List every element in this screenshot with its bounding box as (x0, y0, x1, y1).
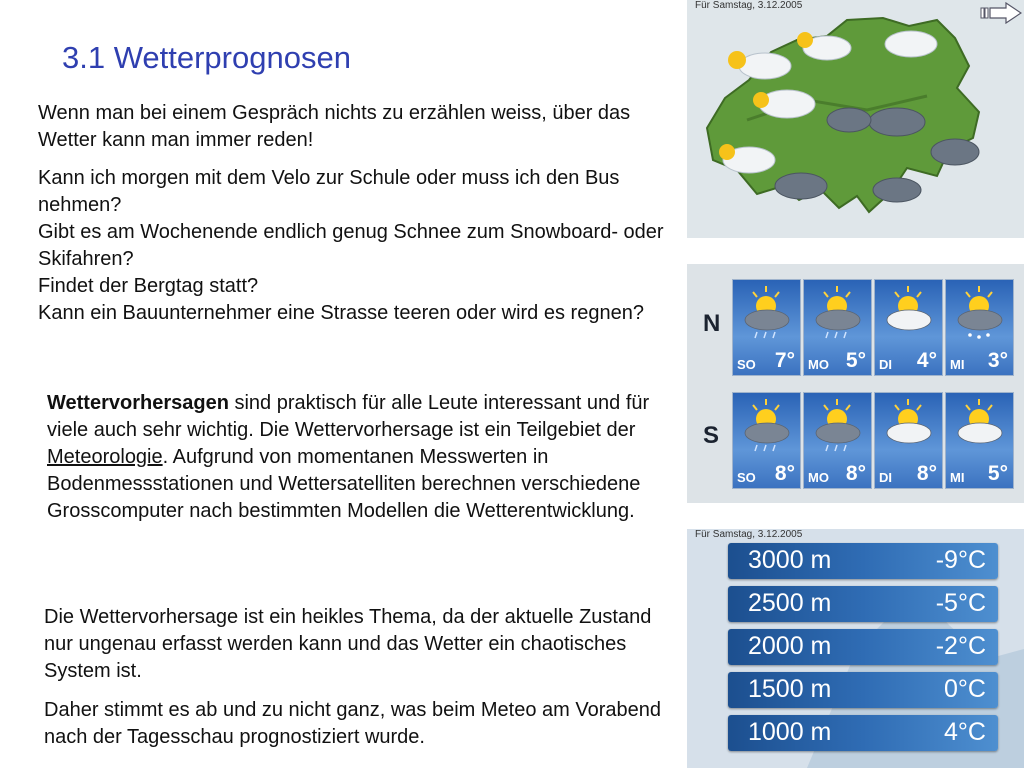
forecast-tile (803, 279, 872, 376)
forecast-temp: 3° (987, 349, 1008, 372)
altitude-temp: -2°C (935, 632, 986, 660)
forecast-day: MO (808, 357, 829, 372)
forecast-temp: 7° (774, 349, 795, 372)
forecast-tile (874, 392, 943, 489)
altitude-row (728, 715, 998, 751)
forecast-day: MI (950, 470, 965, 485)
forecast-day: SO (737, 357, 756, 372)
region-label-south: S (703, 422, 720, 449)
altitude-row (728, 629, 998, 665)
forecast-tile (945, 279, 1014, 376)
question-list (38, 165, 668, 327)
sun-cloud-rain-icon (804, 393, 871, 463)
altitude-temp: 4°C (944, 718, 986, 746)
altitude-temperature-panel (687, 529, 1024, 768)
weather-map-image (687, 0, 1024, 238)
altitude-row (728, 672, 998, 708)
altitude-temp: 0°C (944, 675, 986, 703)
altitude-date-label: Für Samstag, 3.12.2005 (695, 529, 803, 540)
sun-cloud-icon (875, 280, 942, 350)
forecast-panel (687, 264, 1024, 503)
forecast-tile (732, 279, 801, 376)
forecast-day: MI (950, 357, 965, 372)
altitude-height: 1500 m (748, 675, 832, 703)
paragraph-chaos: Die Wettervorhersage ist ein heikles Thema, da der aktuelle Zustand nur ungenau erfasst werden kann und das Wetter ein chaotisches System ist. (44, 606, 652, 682)
forecast-temp: 5° (987, 462, 1008, 485)
forecast-tile (732, 392, 801, 489)
sun-cloud-rain-icon (804, 280, 871, 350)
meteorologie-link[interactable]: Meteorologie (47, 446, 163, 468)
bold-term: Wettervorhersagen (47, 392, 229, 414)
switzerland-map (687, 0, 1024, 238)
forecast-tile (945, 392, 1014, 489)
forecast-day: MO (808, 470, 829, 485)
sun-cloud-rain-icon (733, 393, 800, 463)
forecast-temp: 8° (845, 462, 866, 485)
map-date-label: Für Samstag, 3.12.2005 (695, 0, 803, 11)
question-item: Kann ein Bauunternehmer eine Strasse teeren oder wird es regnen? (38, 302, 644, 324)
forecast-day: DI (879, 470, 892, 485)
altitude-height: 2000 m (748, 632, 832, 660)
page-title: 3.1 Wetterprognosen (62, 40, 351, 75)
sun-cloud-snow-icon (946, 280, 1013, 350)
forecast-day: SO (737, 470, 756, 485)
altitude-temp: -9°C (935, 546, 986, 574)
question-item: Gibt es am Wochenende endlich genug Schnee zum Snowboard- oder Skifahren? (38, 221, 664, 270)
sun-cloud-icon (946, 393, 1013, 463)
sun-cloud-icon (875, 393, 942, 463)
forecast-tile (874, 279, 943, 376)
paragraph-tagesschau: Daher stimmt es ab und zu nicht ganz, was beim Meteo am Vorabend nach der Tagesschau prognostiziert wurde. (44, 699, 661, 748)
forward-arrow-icon[interactable] (980, 2, 1022, 24)
forecast-temp: 8° (774, 462, 795, 485)
question-item: Findet der Bergtag statt? (38, 275, 259, 297)
paragraph-forecasts (47, 390, 657, 525)
forecast-temp: 4° (916, 349, 937, 372)
altitude-height: 2500 m (748, 589, 832, 617)
forecast-temp: 8° (916, 462, 937, 485)
question-item: Kann ich morgen mit dem Velo zur Schule oder muss ich den Bus nehmen? (38, 167, 620, 216)
region-label-north: N (703, 310, 721, 337)
forecast-temp: 5° (845, 349, 866, 372)
paragraph-text: sind praktisch für alle Leute interessant und für viele auch sehr wichtig. Die Wettervorhersage ist ein Teilgebiet der (47, 392, 650, 441)
sun-cloud-rain-icon (733, 280, 800, 350)
altitude-row (728, 586, 998, 622)
forecast-day: DI (879, 357, 892, 372)
altitude-temp: -5°C (935, 589, 986, 617)
intro-text: Wenn man bei einem Gespräch nichts zu erzählen weiss, über das Wetter kann man immer reden! (38, 102, 631, 151)
altitude-height: 3000 m (748, 546, 832, 574)
altitude-row (728, 543, 998, 579)
paragraph-text: . Aufgrund von momentanen Messwerten in Bodenmessstationen und Wettersatelliten berechnen verschiedene Grosscomputer nach bestimmten Modellen die Wetterentwicklung. (47, 446, 641, 522)
forecast-tile (803, 392, 872, 489)
altitude-height: 1000 m (748, 718, 832, 746)
